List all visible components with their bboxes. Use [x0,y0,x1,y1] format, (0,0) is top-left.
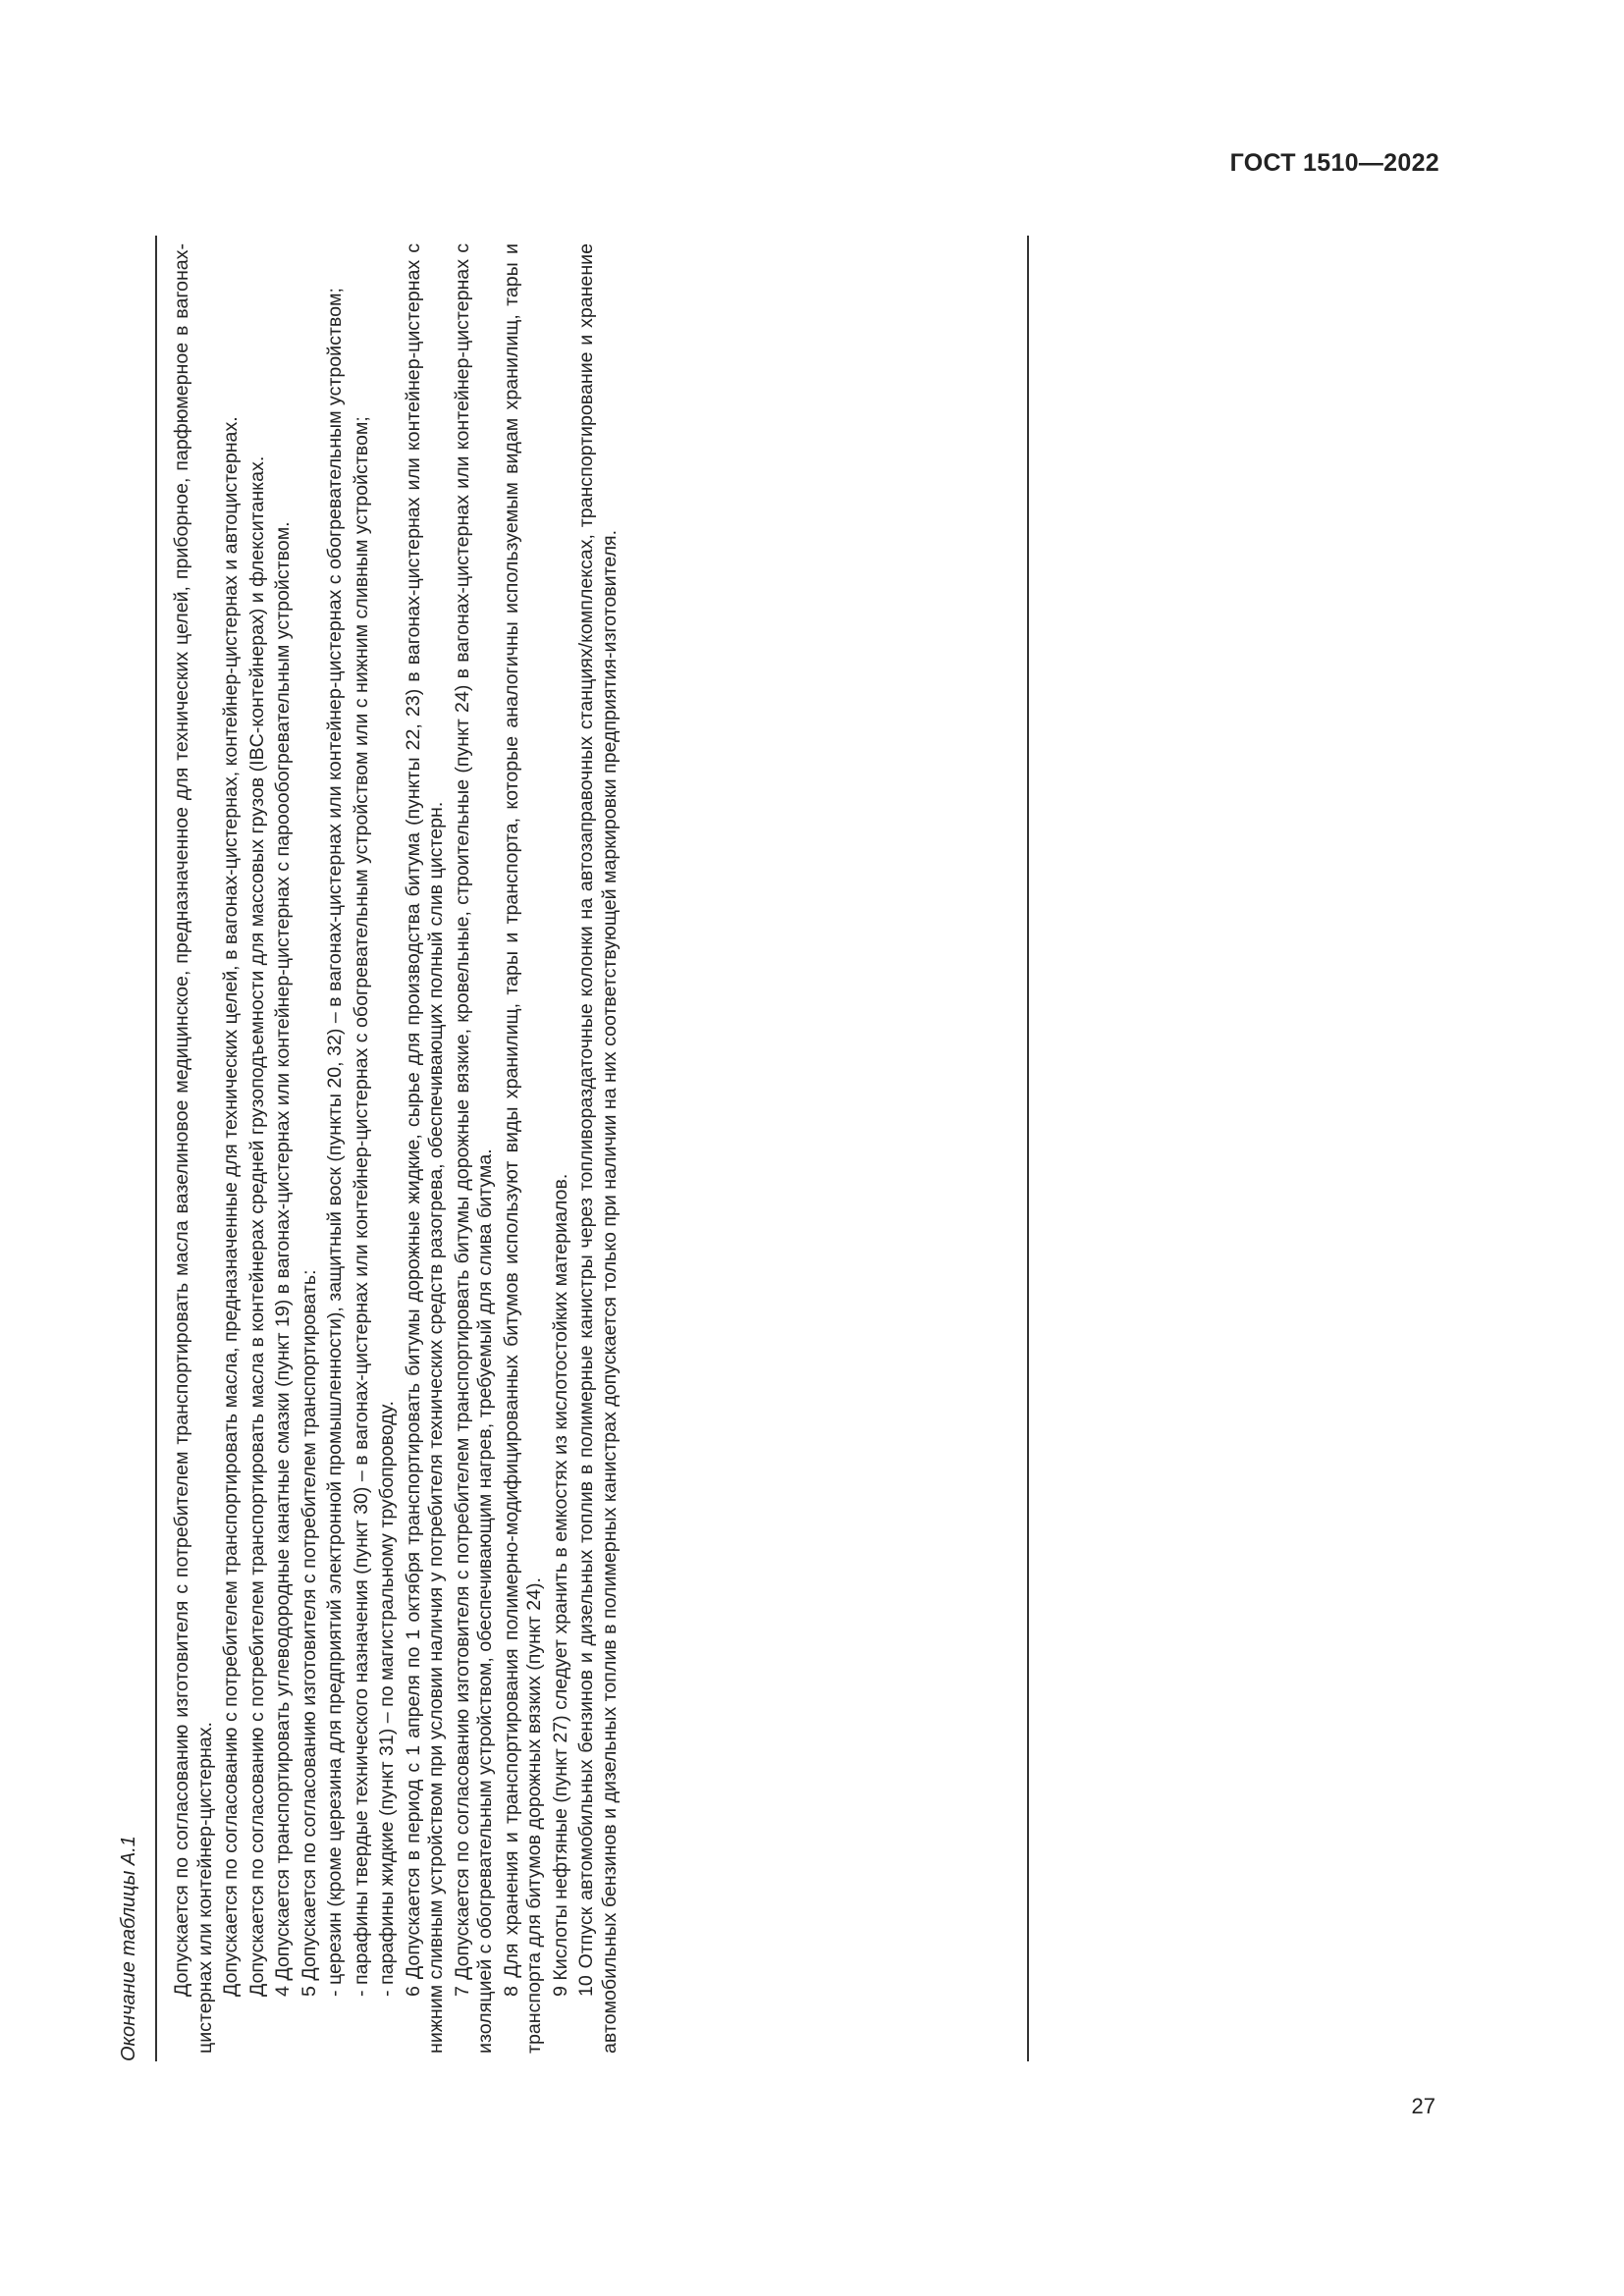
table-paragraph: 10 Отпуск автомобильных бензинов и дизельных топлив в полимерные канистры через топливораздаточные колонки на автозаправочных станциях/комплексах, транспортирование и хранение автомобильных бензинов и дизельных топлив в полимерных канистрах допускается только при наличии на них соответствующей маркировки предприятия-изготовителя. [575,243,621,2054]
table-paragraph: Допускается по согласованию с потребителем транспортировать масла в контейнерах средней грузоподъемности для массовых грузов (IBC-контейнерах) и флекситанках. [245,455,268,1997]
table-paragraph: Допускается по согласованию с потребителем транспортировать масла, предназначенные для технических целей, в вагонах-цистернах, контейнер-цистернах и автоцистернах. [220,416,242,1997]
table-caption: Окончание таблицы А.1 [118,1836,139,2061]
table-list-item: - парафины твердые технического назначения (пункт 30) – в вагонах-цистернах или контейнер-цистернах с обогревательным устройством или с нижним сливным устройством; [350,416,372,1997]
table-list-item: - парафины жидкие (пункт 31) – по магистральному трубопроводу. [376,1401,398,1997]
table-paragraph: 7 Допускается по согласованию изготовителя с потребителем транспортировать битумы дорожные вязкие, кровельные, строительные (пункт 24) в вагонах-цистернах или контейнер-цистернах с изоляцией с обогревательным устройством, обеспечивающим нагрев, требуемый для слива битума. [451,243,496,2054]
table-paragraph: 9 Кислоты нефтяные (пункт 27) следует хранить в емкостях из кислотостойких материалов. [549,1173,571,1997]
rotated-table-region [98,216,1041,2061]
table-paragraph: 8 Для хранения и транспортирования полимерно-модифицированных битумов используют виды хранилищ, тары и транспорта, которые аналогичны используемым видам хранилищ, тары и транспорта для битумов дорожных вязких (пункт 24). [500,243,545,2054]
table-continuation [155,236,1029,2061]
table-paragraph: 4 Допускается транспортировать углеводородные канатные смазки (пункт 19) в вагонах-цистернах или контейнер-цистернах с пароообогревательным устройством. [272,521,294,1997]
table-paragraph: 6 Допускается в период с 1 апреля по 1 октября транспортировать битумы дорожные жидкие, сырье для производства битума (пункты 22, 23) в вагонах-цистернах или контейнер-цистернах с нижним сливным устройством при условии наличия у потребителя технических средств разогрева, обеспечивающих полный слив цистерн. [402,243,447,2054]
document-code: ГОСТ 1510—2022 [1229,149,1439,177]
table-list-item: - церезин (кроме церезина для предприятий электронной промышленности), защитный воск (пункты 20, 32) – в вагонах-цистернах или контейнер-цистернах с обогревательным устройством; [324,288,346,1997]
table-paragraph: 5 Допускается по согласованию изготовителя с потребителем транспортировать: [298,1269,320,1997]
page-number: 27 [1411,2094,1435,2118]
table-paragraph: Допускается по согласованию изготовителя с потребителем транспортировать масла вазелиновое медицинское, предназначенное для технических целей, приборное, парфюмерное в вагонах-цистернах или контейнер-цистернах. [171,243,216,2054]
